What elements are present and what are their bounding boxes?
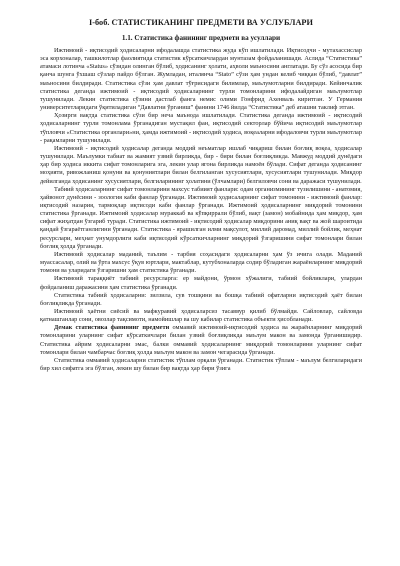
- paragraph-2: Ҳозирги вақтда статистика сўзи бир неча маънода ишлатилади. Статистика деганда ижтимоий - иқтисодий ҳодисаларнинг турли томонлама ўрганадиган мустақил фан, иқтисодий секторлар бўйича иқтисодий маълумотлар тўпловчи «Статистика органлари»ни, ҳамда ижтимоий - иқтисодий ҳодиса, воқеаларни ифодаловчи турли маълумотлар - рақамларни тушунилади.: [40, 112, 362, 144]
- paragraph-6: Ижтимоий тараққиёт табиий ресурсларга: ер майдони, ўрмон хўжалиги, табиий бойликлари, улардан фойдаланиш даражасини ҳам статистика ўрганади.: [40, 275, 362, 291]
- paragraph-4: Табиий ҳодисаларнинг сифат томонларини махсус табиият фанлари: одам организмининг тузилишини - анатомия, ҳайвонот дунёсини - зоология каби фанлар ўрганади. Ижтимоий ҳодисаларнинг сифат томонини - ижтимоий фанлар: иқтисодий назария, тармоқлар иқтисоди каби фанлар ўрганади. Ижтимоий ҳодисаларнинг миқдорий томонини статистика ўрганади. Ижтимоий ҳодисалар мураккаб ва кўпқиррали бўлиб, вақт (замон) мобайнида ҳам миқдор, ҳам сифат жиҳатдан ўзгариб туради. Статистика ижтимоий - иқтисодий ҳодисалар миқдорини аниқ вақт ва жой шароитида қандай ўзгараётганлигини ўрганади. Статистика - ярашилган илми мақсулот, миллий даромад, миллий бойлик, меҳнат ресурслари, меҳнат унумдорлиги каби иқтисодий кўрсаткичларнинг миқдорий ўзгаришини сифат томонлари билан боғлиқ ҳолда ўрганади.: [40, 185, 362, 250]
- paragraph-5: Ижтимоий ҳодисалар маданий, таълим - тарбия соҳасидаги ҳодисаларни ҳам ўз ичига олади. Маданий муассасалар, олий ва ўрта махсус ўқув юртлари, мактаблар, кутубхоналарда содир бўладиган жараёнларнинг миқдорий томони ва уларидаги ўзгаришни ҳам статистика ўрганади.: [40, 250, 362, 275]
- section-title: 1.1. Статистика фанининг предмети ва усуллари: [121, 34, 281, 42]
- paragraph-3: Ижтимоий - иқтисодий ҳодисалар деганда моддий неъматлар ишлаб чиқариш билан боғлиқ воқеа, ҳодисалар тушунилади. Маълумки табиат ва жамият узвий бирликда, бир - бири билан боғлиқликда. Мавжуд моддий дунёдаги ҳар бир ҳодиса иккита сифат томонларига эга, лекин улар ягона бирликда намоён бўлади. Сифат деганда ҳодисанинг моҳияти, ривожланиш қонуни ва қонуниятлари билан белгиланган хусусиятлари, хусусиятлари тушунилади. Миқдор дейилганда ҳодисанинг хусусиятлари, белгиларининг ҳолатини (ўлчамлари) белгиловчи сони ва даражаси тушунилади.: [40, 144, 362, 185]
- paragraph-8: Ижтимоий ҳаётни сиёсий ва мафкуравий ҳодисаларсиз тасаввур қилиб бўлмайди. Сайловлар, сайловда қатнашганлар сони, овозлар тақсимоти, намойишлар ва шу кабилар статистика объекти ҳисобланади.: [40, 308, 362, 324]
- paragraph-1: Ижтимоий - иқтисодий ҳодисаларни ифодалашда статистика жуда кўп ишлатилади. Иқтисодчи - мутахассислар эса корхоналар, ташкилотлар фаолиятида статистик кўрсаткичлардан мунтазам фойдаланишади. Аслида “Статистика” атамаси лотинча «Status» сўзидан олинган бўлиб, ҳодисанинг ҳолати, аҳволи маъносини англатади. Бу сўз асосида бир қанча шунга ўхшаш сўзлар пайдо бўлган. Жумладан, италянча “Stato” сўзи ҳам ундан келиб чиққан бўлиб, “давлат” маъносини билдиради. Статистика сўзи ҳам давлат тўғрисидаги билимлар, маълумотларни билдиради. Кейинчалик статистика деганда ижтимоий - иқтисодий ҳодисаларнинг турли томонларини ифодалайдиган маълумотлар тушунилади. Лекин статистика сўзини дастлаб фанга немис олими Гонфрид Ахенваль киритган. У Германия университетларидаги ўқитиладиган “Давлатни ўрганиш” фанини 1746 йилда “Статистика” деб аташни таклиф этган.: [40, 47, 362, 112]
- paragraph-9-lead: Демак статистика фанининг предмети: [54, 324, 170, 332]
- paragraph-9: [40, 324, 362, 357]
- paragraph-10: Статистика оммавий ҳодисаларни статистик тўплам орқали ўрганади. Статистик тўплам - маълум белгиларидаги бир хил сифатга эга бўлган, лекин шу билан бир вақтда ҳар бири ўзига: [40, 356, 362, 373]
- paragraph-9-body: оммавий ижтимоий-иқтисодий ҳодиса ва жараёнларнинг миқдорий томонларини уларнинг сифат кўрсаткичлари билан узвий боғлиқликда маълум макон ва замонда ўрганишидир. Статистика айрим ҳодисаларни эмас, балки оммавий ҳодисаларнинг миқдорий томонларини уларнинг сифат томонлари билан чамбарчас боғлиқ ҳолда маълум макон ва замон чегарасида ўрганади.: [40, 324, 362, 356]
- paragraph-7: Статистика табиий ҳодисаларни: зилзила, сув тошқини ва бошқа табиий офатларни иқтисодий ҳаёт билан боғлиқликда ўрганади.: [40, 291, 362, 307]
- chapter-title: I-боб. СТАТИСТИКАНИНГ ПРЕДМЕТИ ВА УСЛУБЛАРИ: [89, 18, 313, 27]
